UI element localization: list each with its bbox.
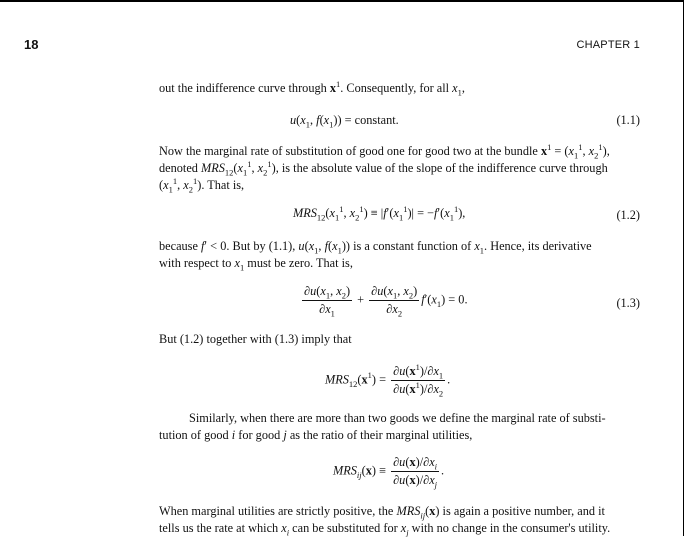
paragraph-5: Similarly, when there are more than two goods we define the marginal rate of substi- tution of good i for good j as the ratio of their marginal utilities, xyxy=(159,411,606,442)
equation-1-3: $\frac{\partial u(x_1, x_2)}{\partial x_1}$ + $\frac{\partial u(x_1, x_2)}{\partial x_2}$ $f'(x_1) = 0$. xyxy=(304,284,468,319)
equation-number-1-2: (1.2) xyxy=(616,208,640,222)
page-number: 18 xyxy=(24,37,39,52)
equation-1-2: $MRS_{12}(x_1^1$, $x_2^1) \equiv |f'(x_1^1)| = -f'(x_1^1)$, xyxy=(293,203,466,223)
paragraph-3: because f′ < 0. But by (1.1), $u(x_1$, $f(x_1)$) is a constant function of $x_1$. Hence, its derivative with respect to $x_1$ must be zero. That is, xyxy=(159,239,592,273)
chapter-heading: CHAPTER 1 xyxy=(576,39,640,51)
equation-mrsij: $MRS_{ij}(x)$ ≡ $\frac{\partial u(x)/\partial x_i}{\partial u(x)/\partial x_j}$ . xyxy=(333,455,445,490)
equation-mrs12: $MRS_{12}(x^1)$ = $\frac{\partial u(x^1)/\partial x_1}{\partial u(x^1)/\partial x_2}$ . xyxy=(325,361,451,399)
paragraph-2: Now the marginal rate of substitution of good one for good two at the bundle $x^1 = (x_1^1$, $x_2^1$), denoted $MRS_{12}(x_1^1$, $x_2^1$), is the absolute value of the slope of the indifference curve through ($x_1^1$, $x_2^1$). That is, xyxy=(159,141,610,195)
equation-1-1: $u(x_1$, $f(x_1)$) = constant. xyxy=(290,113,399,130)
paragraph-6: When marginal utilities are strictly positive, the $MRS_{ij}(x)$ is again a positive number, and it tells us the rate at which $x_i$ can be substituted for $x_j$ with no change in the consumer's utility. xyxy=(159,504,611,537)
equation-number-1-1: (1.1) xyxy=(616,113,640,127)
page-top-border xyxy=(0,0,684,2)
paragraph-4: But (1.2) together with (1.3) imply that xyxy=(159,332,352,346)
paragraph-1: out the indifference curve through $x^1$. Consequently, for all $x_1$, xyxy=(159,78,465,98)
equation-number-1-3: (1.3) xyxy=(616,296,640,310)
